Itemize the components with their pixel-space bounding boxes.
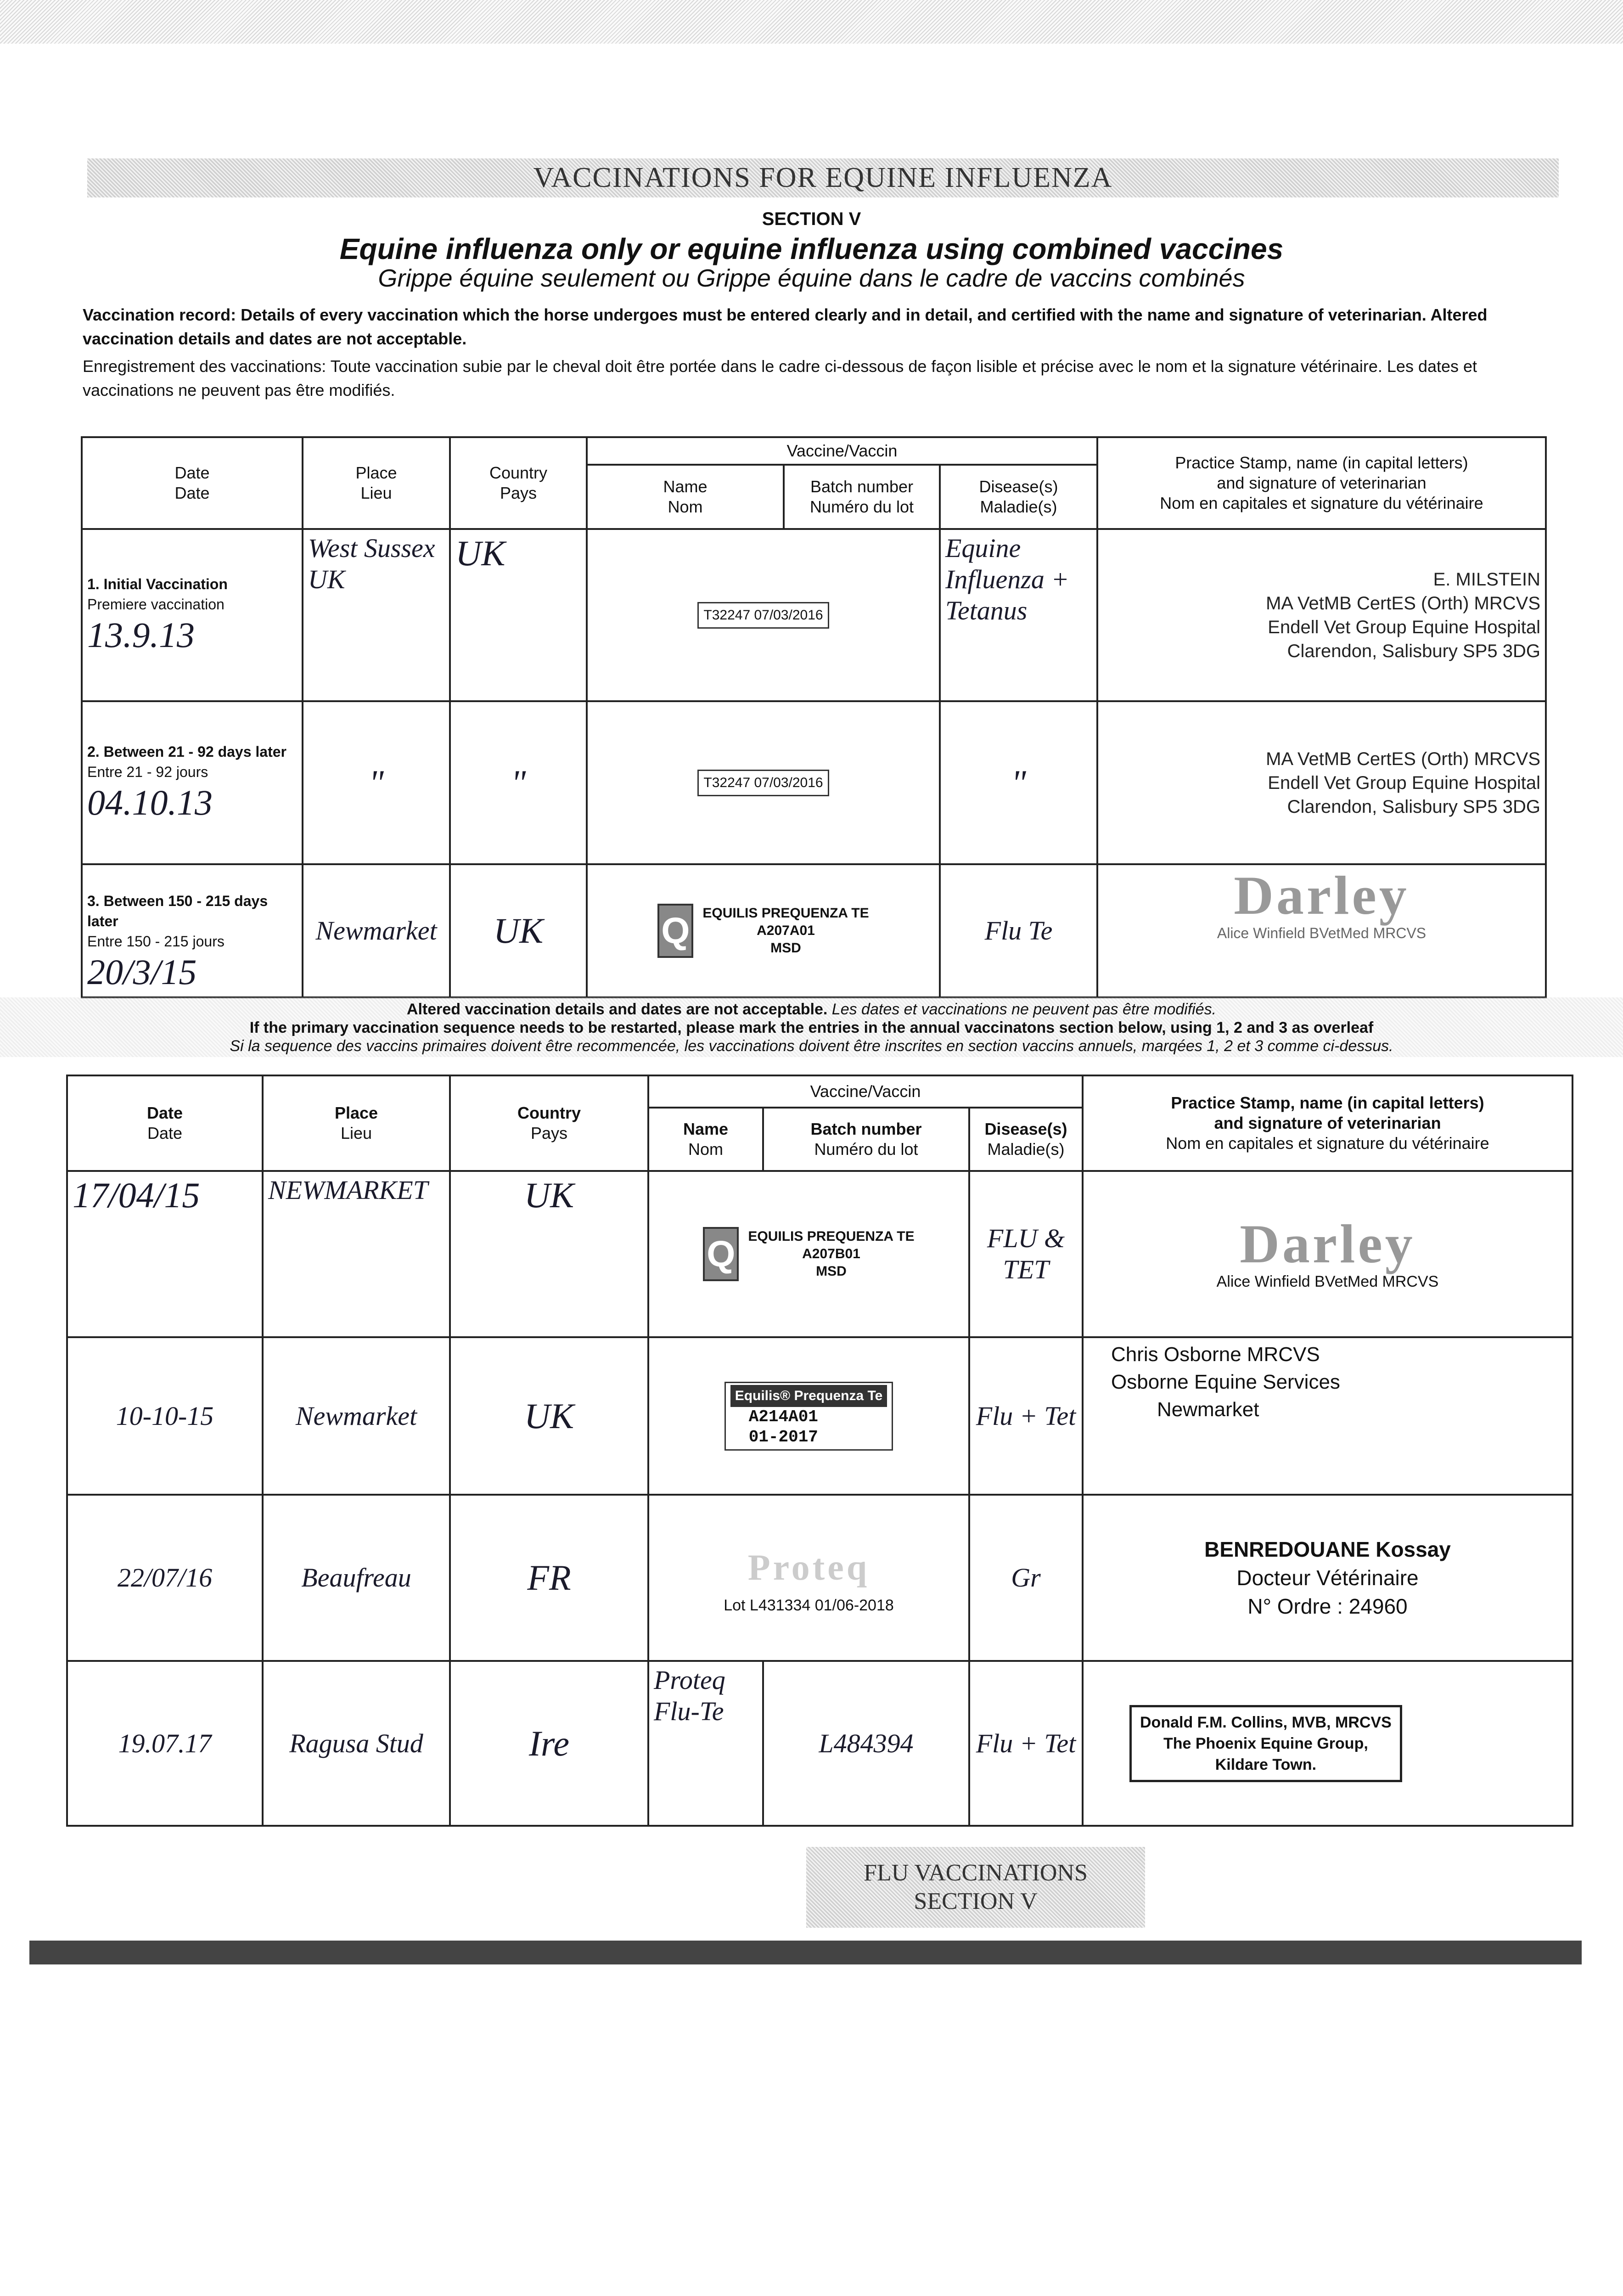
table-row: 3. Between 150 - 215 days later Entre 150 - 215 jours 20/3/15 Newmarket UK Q EQUILIS PREQUENZA TE A207A01 MSD Flu Te Darley Alice Winfield BVetMed MRCVS	[82, 864, 1546, 997]
col-batch: Batch number Numéro du lot	[784, 465, 940, 529]
col-vaccine: Vaccine/Vaccin	[648, 1075, 1083, 1108]
primary-vaccination-table	[81, 436, 1547, 998]
instructions-en: Vaccination record: Details of every vaccination which the horse undergoes must be entered clearly and in detail, and certified with the name and signature of veterinarian. Altered vaccination details and dates are not acceptable.	[83, 305, 1488, 348]
col-name: Name Nom	[587, 465, 784, 529]
q-logo-icon: Q	[703, 1227, 739, 1281]
col-country: Country Pays	[450, 437, 587, 529]
col-vaccine: Vaccine/Vaccin	[587, 437, 1097, 465]
vet-stamp: Donald F.M. Collins, MVB, MRCVS The Phoenix Equine Group, Kildare Town.	[1129, 1705, 1402, 1782]
col-disease: Disease(s) Maladie(s)	[940, 465, 1097, 529]
note-restart-fr: Si la sequence des vaccins primaires doivent être recommencée, les vaccinations doivent être inscrites en section vaccins annuels, marqées 1, 2 et 3 comme ci-dessus.	[230, 1037, 1393, 1055]
col-batch: Batch number Numéro du lot	[763, 1108, 969, 1171]
title-fr: Grippe équine seulement ou Grippe équine dans le cadre de vaccins combinés	[378, 264, 1245, 292]
col-place: Place Lieu	[303, 437, 450, 529]
table-row: 17/04/15 NEWMARKET UK Q EQUILIS PREQUENZA TE A207B01 MSD FLU & TET Darley Alice Winfield BVetMed MRCVS	[67, 1171, 1572, 1337]
scan-noise-top	[0, 0, 1623, 44]
section-label: SECTION V	[762, 209, 861, 229]
table-row: 22/07/16 Beaufreau FR Proteq Lot L431334 01/06-2018 Gr BENREDOUANE Kossay Docteur Vétérinaire N° Ordre : 24960	[67, 1495, 1572, 1661]
col-name: Name Nom	[648, 1108, 763, 1171]
scan-edge-bar	[29, 1941, 1582, 1964]
footer-band: FLU VACCINATIONS SECTION V	[806, 1847, 1145, 1928]
col-date: Date Date	[67, 1075, 263, 1171]
table-row: 2. Between 21 - 92 days later Entre 21 - 92 jours 04.10.13 " " T32247 07/03/2016 " MA VetMB CertES (Orth) MRCVS Endell Vet Group Equine Hospital Clarendon, Salisbury SP5 3DG	[82, 701, 1546, 864]
col-disease: Disease(s) Maladie(s)	[969, 1108, 1083, 1171]
table-row: 10-10-15 Newmarket UK Equilis® Prequenza Te A214A01 01-2017 Flu + Tet Chris Osborne MRCVS Osborne Equine Services Newmarket	[67, 1337, 1572, 1495]
q-logo-icon: Q	[657, 904, 693, 958]
table-row: 19.07.17 Ragusa Stud Ire Proteq Flu-Te L484394 Flu + Tet Donald F.M. Collins, MVB, MRCVS The Phoenix Equine Group, Kildare Town.	[67, 1661, 1572, 1826]
col-place: Place Lieu	[263, 1075, 450, 1171]
header-band: VACCINATIONS FOR EQUINE INFLUENZA	[87, 158, 1559, 197]
col-stamp: Practice Stamp, name (in capital letters) and signature of veterinarian Nom en capitales et signature du vétérinaire	[1097, 437, 1546, 529]
title-en: Equine influenza only or equine influenza using combined vaccines	[339, 232, 1284, 265]
col-country: Country Pays	[450, 1075, 648, 1171]
table-row: 1. Initial Vaccination Premiere vaccination 13.9.13 West Sussex UK UK T32247 07/03/2016 Equine Influenza + Tetanus E. MILSTEIN MA VetMB CertES (Orth) MRCVS Endell Vet Group Equine Hospital Clarendon, Salisbury SP5 3DG	[82, 529, 1546, 701]
col-stamp: Practice Stamp, name (in capital letters) and signature of veterinarian Nom en capitales et signature du vétérinaire	[1083, 1075, 1572, 1171]
note-restart-en: If the primary vaccination sequence needs to be restarted, please mark the entries in the annual vaccinatons section below, using 1, 2 and 3 as overleaf	[249, 1019, 1374, 1036]
col-date: Date Date	[82, 437, 303, 529]
annual-vaccination-table	[66, 1075, 1573, 1827]
note-altered: Altered vaccination details and dates are not acceptable. Les dates et vaccinations ne peuvent pas être modifiés.	[406, 1001, 1217, 1018]
instructions-fr: Enregistrement des vaccinations: Toute vaccination subie par le cheval doit être portée dans le cadre ci-dessous de façon lisible et précise avec le nom et la signature vétérinaire. Les dates et vaccinations ne peuvent pas être modifiés.	[83, 357, 1477, 400]
